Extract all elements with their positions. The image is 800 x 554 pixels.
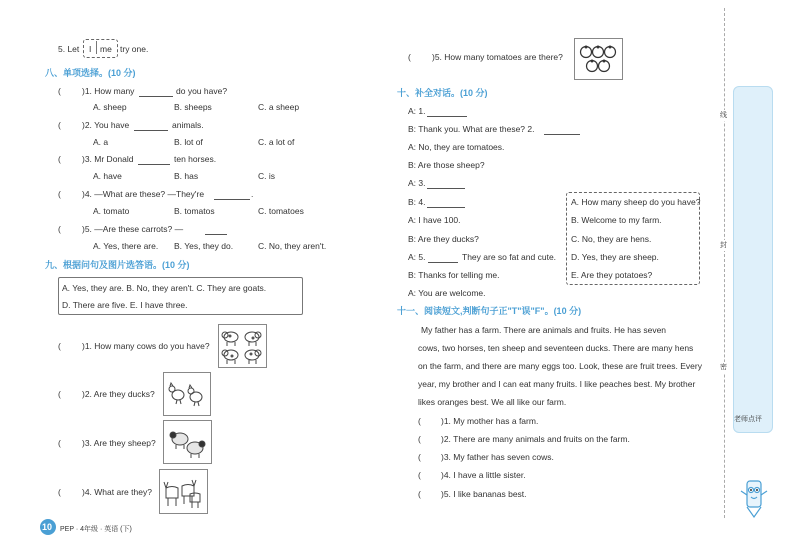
answer-blank[interactable] (428, 254, 458, 263)
section8-title: 八、单项选择。(10 分) (45, 68, 136, 78)
dialog-option-d: D. Yes, they are sheep. (571, 252, 659, 262)
paren: ( (58, 487, 61, 497)
dialog-line-7: A: I have 100. (408, 215, 461, 225)
s8-q4-a: A. tomato (93, 206, 130, 216)
answer-blank[interactable] (427, 199, 465, 208)
s8-q2-c: C. a lot of (258, 137, 295, 147)
seal-char: 封 (720, 242, 727, 249)
word-choice-me: me (100, 44, 112, 54)
dialog-line-8: B: Are they ducks? (408, 234, 479, 244)
hens-picture (163, 372, 211, 416)
s9-q3: )3. Are they sheep? (82, 438, 156, 448)
word-choice-i: I (89, 44, 92, 54)
answer-blank[interactable] (139, 88, 173, 97)
tf-q4: )4. I have a little sister. (441, 470, 526, 480)
answer-blank[interactable] (134, 122, 168, 131)
s8-q3-a: A. have (93, 171, 122, 181)
tf-q3: )3. My father has seven cows. (441, 452, 554, 462)
section10-title: 十、补全对话。(10 分) (397, 88, 488, 98)
answer-blank[interactable] (544, 126, 580, 135)
s8-q2-a: A. a (93, 137, 109, 147)
paren: ( (418, 416, 421, 426)
s9-options-line2: D. There are five. E. I have three. (62, 300, 188, 310)
section9-title: 九、根据问句及图片选答语。(10 分) (45, 260, 190, 270)
teacher-comment-label: 老师点评 (734, 416, 762, 423)
pencil-mascot-icon (738, 475, 770, 528)
cows-picture (218, 324, 267, 368)
dialog-line-2: B: Thank you. What are these? 2. (408, 124, 535, 134)
tf-q5: )5. I like bananas best. (441, 489, 527, 499)
paren: ( (418, 470, 421, 480)
dialog-option-e: E. Are they potatoes? (571, 270, 653, 280)
dialog-line-6: B: 4. (408, 197, 426, 207)
secret-char: 密 (720, 364, 727, 371)
s8-q1-a: A. sheep (93, 102, 127, 112)
goats-picture (159, 469, 208, 514)
answer-blank[interactable] (138, 156, 170, 165)
paren: ( (418, 434, 421, 444)
paren: ( (58, 341, 61, 351)
passage-line-2: cows, two horses, ten sheep and seventeen ducks. There are many hens (418, 343, 694, 353)
dialog-line-5: A: 3. (408, 178, 426, 188)
answer-blank[interactable] (214, 191, 250, 200)
s9-options-line1: A. Yes, they are. B. No, they aren't. C. They are goats. (62, 283, 267, 293)
s8-q5-a: A. Yes, there are. (93, 241, 159, 251)
paren: ( (58, 438, 61, 448)
s8-q3-c: C. is (258, 171, 275, 181)
q5-suffix: try one. (120, 44, 149, 54)
dialog-line-3: A: No, they are tomatoes. (408, 142, 505, 152)
s8-q5-c: C. No, they aren't. (258, 241, 327, 251)
right-q5-top: )5. How many tomatoes are there? (432, 52, 563, 62)
s9-q2: )2. Are they ducks? (82, 389, 155, 399)
section11-title: 十一、阅读短文,判断句子正"T"误"F"。(10 分) (397, 306, 582, 316)
paren: ( (58, 389, 61, 399)
s8-q1-b: B. sheeps (174, 102, 212, 112)
tf-q2: )2. There are many animals and fruits on the farm. (441, 434, 630, 444)
paren: ( (418, 489, 421, 499)
paren: ( (418, 452, 421, 462)
s8-q2-stem: )2. You have (82, 120, 130, 130)
dialog-line-11: A: You are welcome. (408, 288, 486, 298)
s8-q3-b: B. has (174, 171, 199, 181)
passage-line-1: My father has a farm. There are animals and fruits. He has seven (421, 325, 667, 335)
s8-q1-c: C. a sheep (258, 102, 300, 112)
s8-q2-tail: animals. (172, 120, 204, 130)
s8-q3-stem: )3. Mr Donald (82, 154, 134, 164)
tomatoes-picture (574, 38, 623, 80)
s8-q1-stem: )1. How many (82, 86, 135, 96)
footer-text: PEP · 4年级 · 英语 (下) (60, 526, 132, 533)
dialog-line-4: B: Are those sheep? (408, 160, 485, 170)
s8-q4-b: B. tomatos (174, 206, 215, 216)
dialog-option-c: C. No, they are hens. (571, 234, 652, 244)
sheep-picture (163, 420, 212, 464)
paren: ( (58, 189, 61, 199)
q5-prefix: 5. Let (58, 44, 80, 54)
passage-line-5: likes oranges best. We all like our farm. (418, 397, 567, 407)
s8-q5-b: B. Yes, they do. (174, 241, 234, 251)
paren: ( (58, 86, 61, 96)
s9-q1: )1. How many cows do you have? (82, 341, 210, 351)
paren: ( (58, 154, 61, 164)
dialog-option-a: A. How many sheep do you have? (571, 197, 701, 207)
dialog-option-b: B. Welcome to my farm. (571, 215, 662, 225)
s8-q5-stem: )5. —Are these carrots? — (82, 224, 184, 234)
s8-q3-tail: ten horses. (174, 154, 217, 164)
page-number: 10 (42, 522, 53, 532)
dialog-line-9-tail: They are so fat and cute. (462, 252, 557, 262)
dialog-line-10: B: Thanks for telling me. (408, 270, 500, 280)
s8-q2-b: B. lot of (174, 137, 203, 147)
paren: ( (58, 224, 61, 234)
dialog-line-1: A: 1. (408, 106, 426, 116)
passage-line-4: year, my brother and I can eat many fruits. I like peaches best. My brother (418, 379, 696, 389)
s9-q4: )4. What are they? (82, 487, 152, 497)
paren: ( (58, 120, 61, 130)
s8-q1-tail: do you have? (176, 86, 228, 96)
answer-blank[interactable] (205, 226, 227, 235)
tf-q1: )1. My mother has a farm. (441, 416, 539, 426)
teacher-comment-panel (733, 86, 773, 433)
paren: ( (408, 52, 411, 62)
dialog-line-9: A: 5. (408, 252, 426, 262)
cut-line (724, 8, 725, 518)
s8-q4-stem: )4. —What are these? —They're (82, 189, 205, 199)
line-char: 线 (720, 112, 727, 119)
passage-line-3: on the farm, and there are many eggs too. Look, these are fruit trees. Every (418, 361, 702, 371)
s8-q4-c: C. tomatoes (258, 206, 304, 216)
answer-blank[interactable] (427, 180, 465, 189)
s8-q4-tail: . (251, 189, 254, 199)
answer-blank[interactable] (427, 108, 467, 117)
